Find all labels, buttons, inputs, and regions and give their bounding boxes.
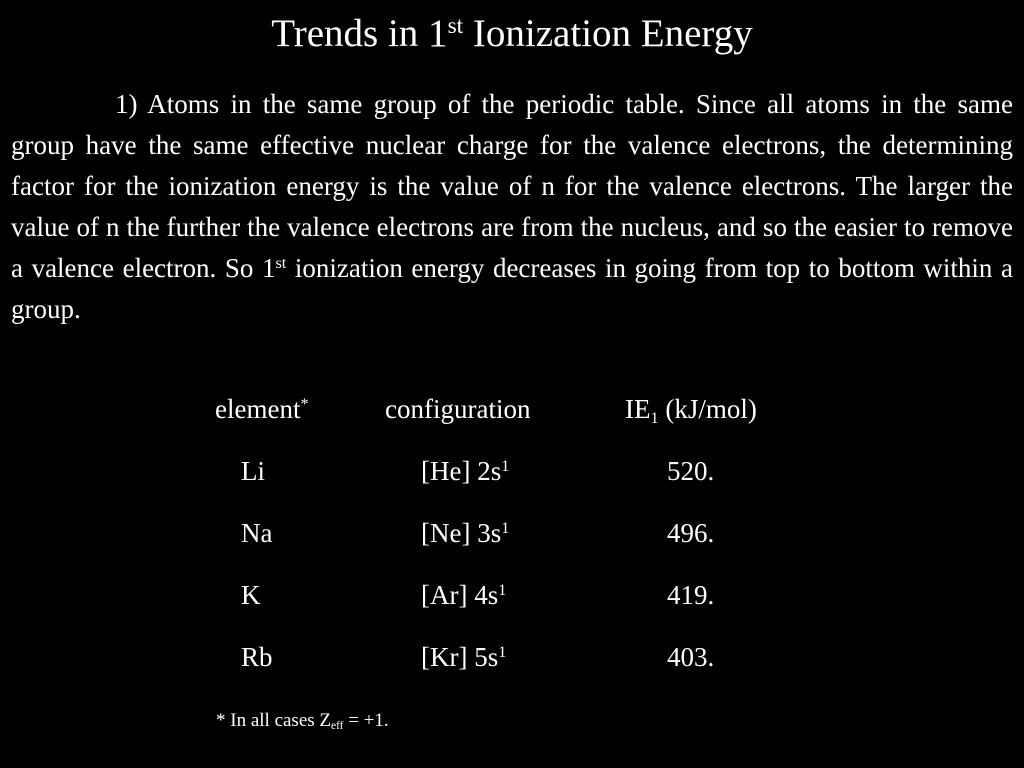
config-text: [Kr] 5s: [421, 642, 499, 672]
row-ie1: 496.: [667, 518, 715, 548]
row-element: Li: [241, 456, 265, 486]
header-ie-subscript: 1: [650, 408, 659, 427]
row-ie1: 403.: [667, 642, 715, 672]
row-ie1: 419.: [667, 580, 715, 610]
row-configuration: [421, 637, 506, 677]
header-ie-unit: (kJ/mol): [658, 394, 757, 424]
config-superscript: 1: [501, 519, 510, 538]
row-configuration: [421, 513, 509, 553]
header-ie-label: IE: [625, 394, 651, 424]
paragraph-text: 1) Atoms in the same group of the periodic table. Since all atoms in the same group have the same effective nuclear charge for the valence electrons, the determining factor for the ionization energy is the value of n for the valence electrons. The larger the value of n the further the valence electrons are from the nucleus, and so the easier to remove a valence electron. So 1: [11, 89, 1013, 283]
slide-title: [0, 11, 1024, 57]
row-element: K: [241, 580, 261, 610]
row-element: Rb: [241, 642, 273, 672]
footnote-text: * In all cases Z: [216, 710, 332, 731]
row-ie1: 520.: [667, 456, 715, 486]
config-superscript: 1: [498, 643, 507, 662]
header-ie1: [625, 389, 757, 429]
config-text: [He] 2s: [421, 456, 502, 486]
footnote-text-end: = +1.: [343, 710, 389, 731]
group-trend-paragraph: [11, 84, 1013, 330]
header-element: [215, 389, 309, 429]
config-superscript: 1: [498, 581, 507, 600]
config-text: [Ne] 3s: [421, 518, 502, 548]
row-configuration: [421, 451, 509, 491]
config-superscript: 1: [501, 457, 510, 476]
title-text-end: Ionization Energy: [463, 12, 753, 55]
paragraph-superscript: st: [275, 254, 287, 273]
footnote-subscript: eff: [331, 720, 344, 733]
paragraph-text-end: ionization energy decreases in going from top to bottom within a group.: [11, 253, 1013, 324]
header-element-label: element: [215, 394, 301, 424]
title-superscript: st: [447, 13, 464, 40]
config-text: [Ar] 4s: [421, 580, 499, 610]
title-text: Trends in 1: [271, 12, 448, 55]
footnote-marker: *: [300, 395, 309, 414]
footnote: [216, 707, 389, 735]
row-element: Na: [241, 518, 273, 548]
header-configuration: configuration: [385, 394, 531, 424]
row-configuration: [421, 575, 506, 615]
